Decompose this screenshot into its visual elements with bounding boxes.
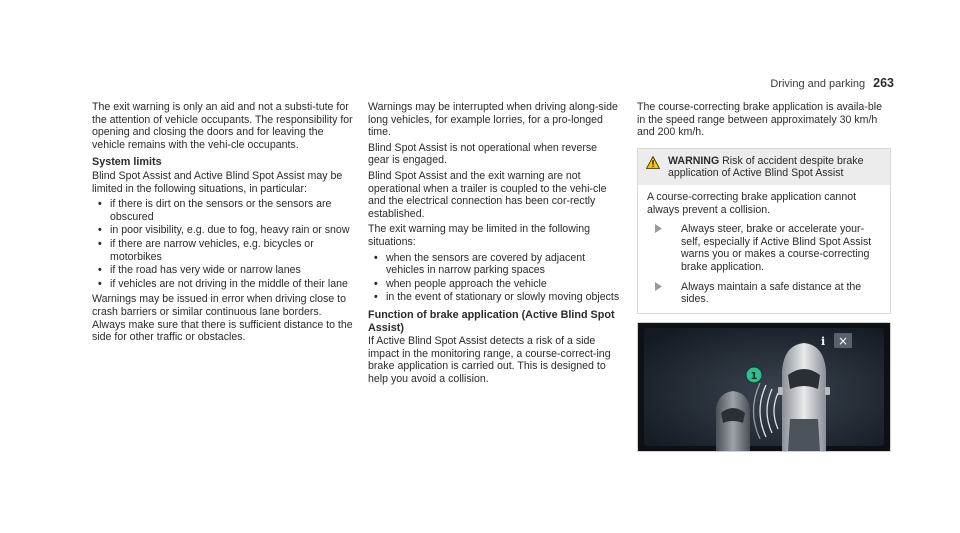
brake-application-heading: Function of brake application (Active Blind Spot Assist)	[368, 308, 615, 334]
warning-body-text: A course-correcting brake application cannot always prevent a collision.	[647, 190, 857, 216]
section-title: Driving and parking	[770, 78, 866, 90]
list-item: • if there are narrow vehicles, e.g. bicycles or motorbikes	[92, 238, 354, 263]
info-icon	[821, 335, 825, 348]
list-item: • if vehicles are not driving in the middle of their lane	[92, 278, 354, 291]
warning-step-text: Always steer, brake or accelerate your-self, especially if Active Blind Spot Assist warns you or makes a course-correcting brake application.	[681, 223, 872, 273]
trailer-paragraph: Blind Spot Assist and the exit warning are not operational when a trailer is coupled to the vehi-cle and the electrical connection has been cor-rectly established.	[368, 169, 607, 220]
system-limits-heading: System limits	[92, 156, 162, 169]
exit-limits-list	[368, 252, 620, 304]
warning-step-text: Always maintain a safe distance at the sides.	[681, 280, 862, 306]
callout-marker	[746, 367, 762, 383]
system-limits-intro: Blind Spot Assist and Active Blind Spot Assist may be limited in the following situations, in particular:	[92, 169, 343, 195]
page-header	[770, 76, 894, 90]
info-glyph: i	[821, 335, 826, 348]
list-item: • if there is dirt on the sensors or the sensors are obscured	[92, 198, 354, 223]
display-illustration	[638, 323, 890, 451]
reverse-gear-paragraph: Blind Spot Assist is not operational when reverse gear is engaged.	[368, 141, 598, 167]
column-1	[92, 101, 354, 347]
list-item: • in the event of stationary or slowly moving objects	[368, 291, 620, 304]
warning-triangle-icon	[646, 155, 662, 180]
blind-spot-display-figure	[637, 322, 891, 452]
page-number: 263	[873, 76, 894, 90]
list-item: • if the road has very wide or narrow lanes	[92, 264, 354, 277]
close-glyph: ×	[837, 334, 849, 348]
availability-paragraph: The course-correcting brake application is availa-ble in the speed range between approximately 30 km/h and 200 km/h.	[637, 101, 882, 139]
close-icon	[834, 333, 852, 348]
warning-text	[668, 155, 882, 180]
exit-limited-intro: The exit warning may be limited in the following situations:	[368, 223, 590, 248]
brake-application-paragraph: If Active Blind Spot Assist detects a risk of a side impact in the monitoring range, a course-correct-ing brake application is carried out. This is designed to help you avoid a collision.	[368, 335, 611, 385]
list-item: • when the sensors are covered by adjacent vehicles in narrow parking spaces	[368, 252, 620, 277]
column-2	[368, 101, 620, 388]
column-3	[637, 101, 891, 314]
callout-number: 1	[750, 371, 758, 382]
warning-step	[647, 223, 881, 273]
warning-title: Risk of accident despite brake application of Active Blind Spot Assist	[668, 154, 864, 180]
interrupted-paragraph: Warnings may be interrupted when driving along-side long vehicles, for example lorries, for a pro-longed time.	[368, 101, 618, 139]
play-arrow-icon	[647, 281, 681, 306]
warning-label: WARNING	[668, 154, 720, 167]
own-car-graphic	[778, 343, 830, 451]
exit-warning-intro: The exit warning is only an aid and not a substi-tute for the attention of vehicle occupants. The responsibility for opening and closing the doors and for leaving the vehicle remains with the vehi-cle occupants.	[92, 101, 353, 151]
error-warning-paragraph: Warnings may be issued in error when driving close to crash barriers or similar continuous lane borders. Always make sure that there is sufficient distance to the side for other traffic or obstacles.	[92, 293, 353, 344]
warning-box	[637, 148, 891, 314]
play-arrow-icon	[647, 223, 681, 273]
system-limits-list	[92, 198, 354, 290]
list-item: • in poor visibility, e.g. due to fog, heavy rain or snow	[92, 224, 354, 237]
warning-step	[647, 281, 881, 306]
adjacent-car-graphic	[716, 391, 750, 451]
list-item: • when people approach the vehicle	[368, 278, 620, 291]
warning-body	[638, 185, 890, 313]
warning-header	[638, 149, 890, 185]
